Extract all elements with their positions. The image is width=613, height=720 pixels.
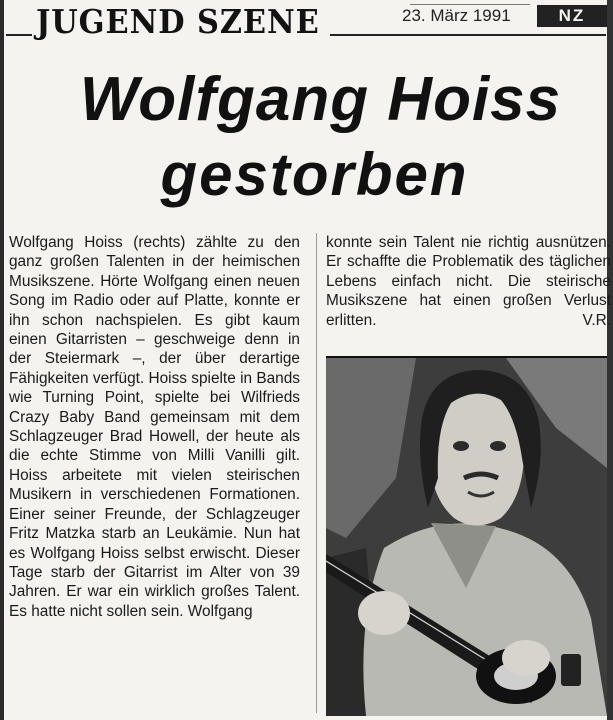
header-rule-top [410, 4, 530, 5]
article-column-right [326, 233, 611, 330]
headline-line-1: Wolfgang Hoiss [79, 65, 562, 134]
musician-photo [326, 356, 607, 716]
newspaper-logo: NZ [537, 5, 607, 27]
article-column-right-text: konnte sein Talent nie richtig ausnützen. Er schaffte die Problematik des täglichen Lebens einfach nicht. Die steirische Musikszene hat einen großen Verlust erlitten. [326, 234, 611, 329]
scan-edge-left [0, 0, 4, 720]
header-rule-right [330, 34, 606, 36]
headline-line-2: gestorben [160, 141, 469, 208]
author-initials: V.R. [582, 311, 611, 329]
column-divider [316, 233, 317, 713]
header-rule-left [6, 34, 32, 36]
issue-date: 23. März 1991 [402, 6, 511, 25]
article-column-left: Wolfgang Hoiss (rechts) zählte zu den ganz großen Talenten in der heimischen Musikszene. Hörte Wolfgang einen neuen Song im Radio oder auf Platte, konnte er ihn schon nachspielen. Es gibt kaum einen Gitarristen – geschweige denn in der Steiermark –, der über derartige Fähigkeiten verfügt. Hoiss spielte in Bands wie Turning Point, spielte bei Wilfrieds Crazy Baby Band gemeinsam mit dem Schlagzeuger Brad Howell, der heute als die echte Stimme von Milli Vanilli gilt. Hoiss arbeitete mit vielen steirischen Musikern in verschiedenen Formationen. Einer seiner Freunde, der Schlagzeuger Fritz Matzka starb an Leukämie. Nun hat es Wolfgang Hoiss selbst erwischt. Dieser Tage starb der Gitarrist im Alter von 39 Jahren. Er war ein wirklich großes Talent. Es hatte nicht sollen sein. Wolfgang [9, 234, 300, 620]
musician-photo-illustration [326, 358, 607, 716]
section-name: JUGEND SZENE [36, 2, 320, 41]
